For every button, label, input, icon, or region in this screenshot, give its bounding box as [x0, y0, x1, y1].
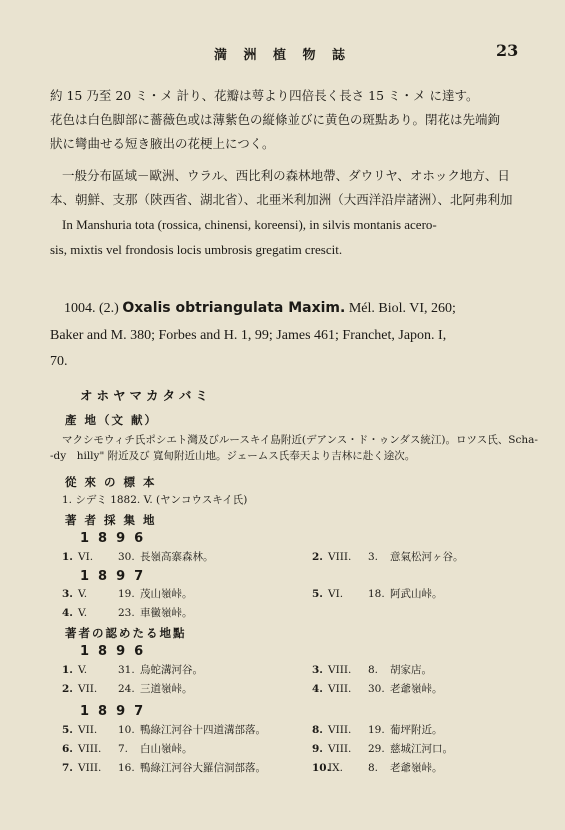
locality-heading: 產 地（文 献） — [65, 413, 159, 427]
record-number: 4. — [312, 683, 323, 695]
year-label: 1897 — [80, 569, 153, 584]
locality-record — [62, 549, 214, 564]
record-month: VI. — [328, 588, 344, 600]
record-number: 10. — [312, 762, 331, 774]
record-day: 7. — [118, 743, 129, 755]
author-observed-heading: 著者の認めたる地點 — [65, 626, 187, 640]
record-place: 茂山嶺峠。 — [140, 588, 193, 600]
year-label: 1896 — [80, 644, 153, 659]
record-place: 三道嶺峠。 — [140, 683, 193, 695]
specimens-heading: 從 來 の 標 本 — [65, 475, 157, 489]
species-name: Oxalis obtriangulata Maxim. — [122, 300, 346, 316]
record-month: IX. — [328, 762, 343, 774]
locality-record — [62, 741, 193, 756]
locality-record — [62, 681, 193, 696]
record-number: 2. — [62, 683, 73, 695]
record-month: VI. — [78, 551, 94, 563]
body-line: 一般分布區域－歐洲、ウラル、西比利の森林地帶、ダウリヤ、オホック地方、日 — [62, 168, 510, 183]
record-number: 7. — [62, 762, 73, 774]
record-day: 30. — [368, 683, 385, 695]
entry-reference: Mél. Biol. VI, 260; — [348, 301, 456, 316]
record-place: 慈城江河口。 — [390, 743, 453, 755]
locality-record — [312, 722, 443, 737]
record-place: 葡坪附近。 — [390, 724, 443, 736]
record-day: 31. — [118, 664, 135, 676]
record-month: V. — [78, 588, 88, 600]
locality-line: -dy hilly" 附近及び 寬甸附近山地。ジェームス氏奉天より吉林に赴く途次。 — [50, 450, 416, 462]
latin-line: sis, mixtis vel frondosis locis umbrosis gregatim crescit. — [50, 242, 343, 257]
record-day: 18. — [368, 588, 385, 600]
locality-record — [312, 586, 443, 601]
record-month: VIII. — [328, 743, 352, 755]
record-number: 4. — [62, 607, 73, 619]
record-place: 車黴嶺峠。 — [140, 607, 193, 619]
record-month: VII. — [78, 683, 98, 695]
record-day: 29. — [368, 743, 385, 755]
record-month: VII. — [78, 724, 98, 736]
latin-line: In Manshuria tota (rossica, chinensi, koreensi), in silvis montanis acero- — [62, 217, 437, 232]
year-label: 1896 — [80, 531, 153, 546]
year-label: 1897 — [80, 704, 153, 719]
body-line: 花色は白色脚部に薔薇色或は薄紫色の縦條並びに黄色の斑點あり。閉花は先端鉤 — [50, 112, 501, 127]
japanese-name: オホヤマカタバミ — [80, 388, 212, 403]
entry-number: 1004. (2.) — [64, 301, 119, 316]
locality-record — [312, 760, 443, 775]
body-line: 狀に彎曲せる短き腋出の花梗上につく。 — [50, 136, 275, 151]
record-month: V. — [78, 664, 88, 676]
record-place: 老爺嶺峠。 — [390, 683, 443, 695]
record-place: 阿武山峠。 — [390, 588, 443, 600]
record-day: 19. — [118, 588, 135, 600]
record-place: 鴨綠江河谷大羅信洞部落。 — [140, 762, 266, 774]
locality-record — [62, 605, 193, 620]
record-number: 1. — [62, 551, 73, 563]
record-place: 意氣松河ヶ谷。 — [390, 551, 464, 563]
record-day: 19. — [368, 724, 385, 736]
record-day: 23. — [118, 607, 135, 619]
locality-record — [312, 681, 443, 696]
record-number: 8. — [312, 724, 323, 736]
record-place: 烏蛇溝河谷。 — [140, 664, 203, 676]
body-line: 本、朝鮮、支那（陝西省、湖北省）、北亜米利加洲（大西洋沿岸諸洲）、北阿弗利加 — [50, 192, 513, 207]
record-month: VIII. — [328, 664, 352, 676]
record-number: 5. — [312, 588, 323, 600]
locality-record — [62, 662, 203, 677]
specimen-line: 1. シデミ 1882. V. (ヤンコウスキイ氏) — [62, 494, 248, 506]
record-day: 3. — [368, 551, 379, 563]
record-place: 白山嶺峠。 — [140, 743, 193, 755]
record-place: 胡家店。 — [390, 664, 432, 676]
record-day: 16. — [118, 762, 135, 774]
record-month: VIII. — [328, 683, 352, 695]
running-header-title: 満 洲 植 物 誌 — [213, 48, 352, 63]
record-month: VIII. — [78, 743, 102, 755]
record-day: 8. — [368, 664, 379, 676]
record-place: 長嶺高寨森林。 — [140, 551, 214, 563]
locality-record — [62, 586, 193, 601]
record-month: VIII. — [328, 724, 352, 736]
locality-record — [312, 662, 432, 677]
locality-line: マクシモウィチ氏ポシエト灣及びルースキイ島附近(デアンス・ド・ゥンダス統江)。ロツス氏、Scha- — [62, 434, 538, 446]
record-day: 10. — [118, 724, 135, 736]
body-line: 約 15 乃至 20 ミ・メ 計り、花瓣は萼より四倍長く長さ 15 ミ・メ に達す。 — [50, 88, 479, 103]
record-number: 3. — [62, 588, 73, 600]
species-entry-line3: 70. — [50, 354, 68, 369]
record-number: 1. — [62, 664, 73, 676]
record-month: VIII. — [78, 762, 102, 774]
species-entry-line1 — [64, 298, 456, 319]
species-entry-line2: Baker and M. 380; Forbes and H. 1, 99; James 461; Franchet, Japon. I, — [50, 328, 447, 343]
record-number: 3. — [312, 664, 323, 676]
record-month: VIII. — [328, 551, 352, 563]
locality-record — [312, 741, 453, 756]
locality-record — [62, 760, 266, 775]
record-place: 鴨綠江河谷十四道溝部落。 — [140, 724, 266, 736]
record-number: 6. — [62, 743, 73, 755]
record-number: 9. — [312, 743, 323, 755]
locality-record — [312, 549, 464, 564]
record-place: 老爺嶺峠。 — [390, 762, 443, 774]
page-number: 23 — [496, 41, 519, 60]
record-number: 2. — [312, 551, 323, 563]
record-day: 30. — [118, 551, 135, 563]
record-month: V. — [78, 607, 88, 619]
record-day: 24. — [118, 683, 135, 695]
locality-record — [62, 722, 266, 737]
author-collected-heading: 著 者 採 集 地 — [65, 513, 157, 527]
record-day: 8. — [368, 762, 379, 774]
record-number: 5. — [62, 724, 73, 736]
